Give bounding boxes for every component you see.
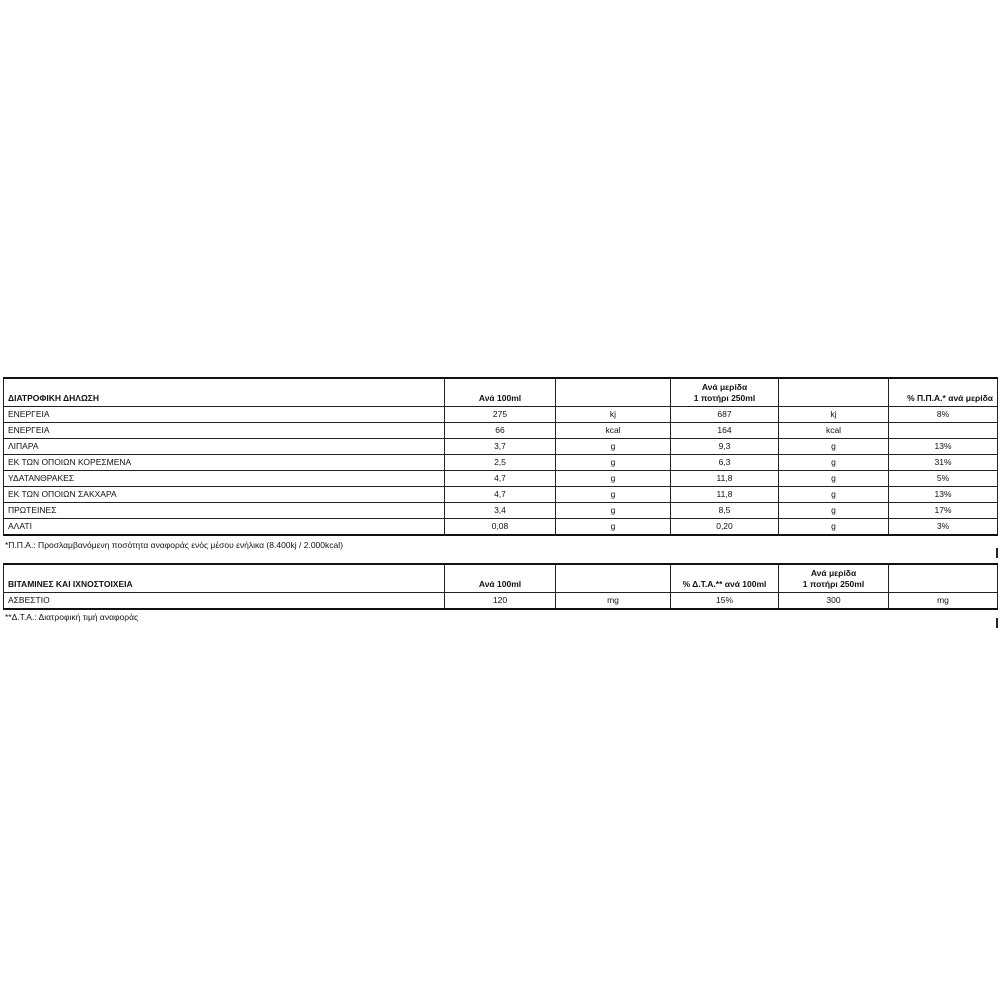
nutrition-table — [3, 377, 998, 536]
per-100ml-header: Ανά 100ml — [445, 564, 556, 592]
per-100ml-value: 3,7 — [445, 438, 556, 454]
portion-value: 9,3 — [671, 438, 779, 454]
unit: g — [556, 486, 671, 502]
nutrient-name: ΑΛΑΤΙ — [4, 518, 445, 535]
vitamins-table — [3, 563, 998, 610]
portion-value: 11,8 — [671, 470, 779, 486]
per-100ml-value: 66 — [445, 422, 556, 438]
dta-value: 15% — [671, 592, 779, 609]
table-row — [4, 438, 998, 454]
unit: kcal — [779, 422, 889, 438]
unit: g — [556, 438, 671, 454]
per-100ml-value: 3,4 — [445, 502, 556, 518]
portion-value: 6,3 — [671, 454, 779, 470]
border-fragment — [996, 618, 998, 628]
portion-value: 8,5 — [671, 502, 779, 518]
gda-value: 13% — [889, 438, 998, 454]
per-100ml-value: 2,5 — [445, 454, 556, 470]
nutrition-title: ΔΙΑΤΡΟΦΙΚΗ ΔΗΛΩΣΗ — [4, 378, 445, 406]
unit: mg — [889, 592, 998, 609]
table-row — [4, 486, 998, 502]
nutrient-name: ΕΚ ΤΩΝ ΟΠΟΙΩΝ ΣΑΚΧΑΡΑ — [4, 486, 445, 502]
gda-value: 13% — [889, 486, 998, 502]
unit-header-empty — [556, 564, 671, 592]
per-100ml-value: 4,7 — [445, 470, 556, 486]
portion-header-line2: 1 ποτήρι 250ml — [693, 392, 756, 403]
unit: g — [556, 502, 671, 518]
per-100ml-value: 275 — [445, 406, 556, 422]
table-row — [4, 592, 998, 609]
per-100ml-header: Ανά 100ml — [445, 378, 556, 406]
per-100ml-value: 0,08 — [445, 518, 556, 535]
dta-footnote: **Δ.Τ.Α.: Διατροφική τιμή αναφοράς — [5, 612, 139, 622]
unit: g — [779, 470, 889, 486]
unit: g — [556, 518, 671, 535]
nutrient-name: ΕΝΕΡΓΕΙΑ — [4, 406, 445, 422]
table-row — [4, 502, 998, 518]
unit-header-empty — [556, 378, 671, 406]
nutrient-name: ΕΝΕΡΓΕΙΑ — [4, 422, 445, 438]
border-fragment — [996, 548, 998, 558]
gda-value: 17% — [889, 502, 998, 518]
unit: kj — [779, 406, 889, 422]
gda-footnote: *Π.Π.Α.: Προσλαμβανόμενη ποσότητα αναφοράς ενός μέσου ενήλικα (8.400kj / 2.000kcal) — [5, 540, 343, 550]
portion-value: 164 — [671, 422, 779, 438]
table-row — [4, 454, 998, 470]
portion-value: 11,8 — [671, 486, 779, 502]
nutrient-name: ΑΣΒΕΣΤΙΟ — [4, 592, 445, 609]
unit: g — [779, 486, 889, 502]
unit: mg — [556, 592, 671, 609]
unit: g — [556, 454, 671, 470]
unit: g — [779, 454, 889, 470]
nutrient-name: ΠΡΩΤΕΙΝΕΣ — [4, 502, 445, 518]
table-row — [4, 406, 998, 422]
gda-value: 5% — [889, 470, 998, 486]
unit: kj — [556, 406, 671, 422]
unit-header-empty — [889, 564, 998, 592]
gda-value: 31% — [889, 454, 998, 470]
portion-value: 0,20 — [671, 518, 779, 535]
portion-value: 300 — [779, 592, 889, 609]
nutrition-header-row — [4, 378, 998, 406]
portion-value: 687 — [671, 406, 779, 422]
dta-header: % Δ.Τ.Α.** ανά 100ml — [671, 564, 779, 592]
nutrient-name: ΛΙΠΑΡΑ — [4, 438, 445, 454]
gda-value: 8% — [889, 406, 998, 422]
vitamins-title: ΒΙΤΑΜΙΝΕΣ ΚΑΙ ΙΧΝΟΣΤΟΙΧΕΙΑ — [4, 564, 445, 592]
nutrient-name: ΥΔΑΤΑΝΘΡΑΚΕΣ — [4, 470, 445, 486]
portion-header — [779, 564, 889, 592]
portion-header-line2: 1 ποτήρι 250ml — [802, 578, 865, 589]
unit-header-empty — [779, 378, 889, 406]
gda-header: % Π.Π.Α.* ανά μερίδα — [889, 378, 998, 406]
portion-header-line1: Ανά μερίδα — [810, 567, 857, 578]
nutrient-name: ΕΚ ΤΩΝ ΟΠΟΙΩΝ ΚΟΡΕΣΜΕΝΑ — [4, 454, 445, 470]
unit: g — [779, 518, 889, 535]
portion-header-line1: Ανά μερίδα — [701, 381, 748, 392]
table-row — [4, 422, 998, 438]
unit: g — [779, 502, 889, 518]
unit: g — [556, 470, 671, 486]
gda-value — [889, 422, 998, 438]
unit: g — [779, 438, 889, 454]
per-100ml-value: 4,7 — [445, 486, 556, 502]
portion-header — [671, 378, 779, 406]
per-100ml-value: 120 — [445, 592, 556, 609]
table-row — [4, 470, 998, 486]
gda-value: 3% — [889, 518, 998, 535]
vitamins-header-row — [4, 564, 998, 592]
table-row — [4, 518, 998, 535]
unit: kcal — [556, 422, 671, 438]
